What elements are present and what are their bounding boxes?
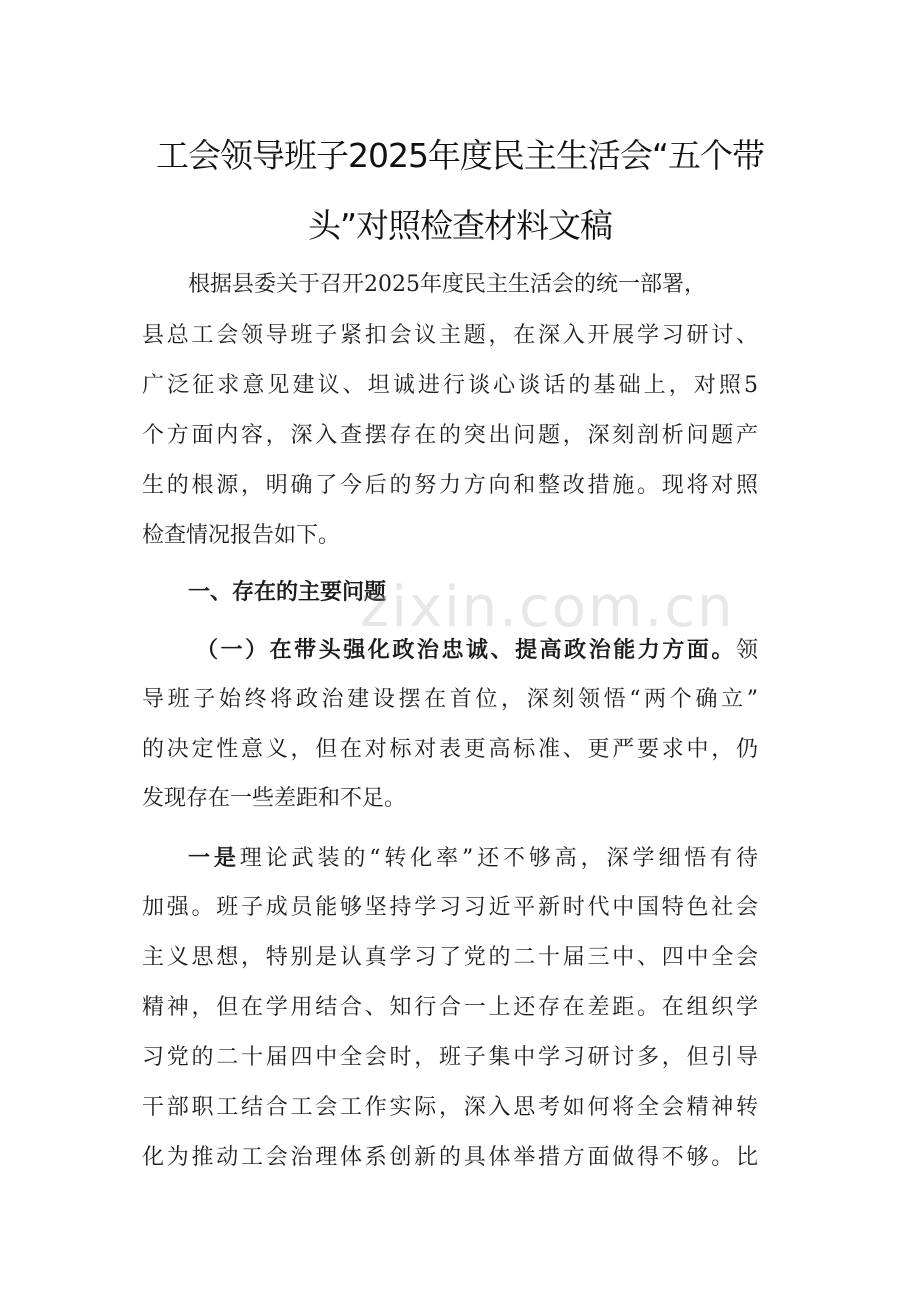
section-heading: 一、存在的主要问题: [188, 579, 387, 605]
paragraph-1-line: 县总工会领导班子紧扣会议主题，在深入开展学习研讨、: [142, 323, 758, 348]
paragraph-1-line: 个方面内容，深入查摆存在的突出问题，深刻剖析问题产: [142, 423, 758, 448]
document-title-line-1: 工会领导班子2025年度民主生活会“五个带: [155, 136, 765, 175]
paragraph-3-line: 习党的二十届四中全会时，班子集中学习研讨多，但引导: [142, 1045, 758, 1070]
paragraph-3-line: 精神，但在学用结合、知行合一上还存在差距。在组织学: [142, 995, 758, 1020]
paragraph-3-lead-line: [188, 843, 758, 874]
paragraph-2-lead-line: [196, 635, 758, 666]
paragraph-2-line: 的决定性意义，但在对标对表更高标准、更严要求中，仍: [142, 737, 758, 762]
paragraph-3-line: 主义思想，特别是认真学习了党的二十届三中、四中全会: [142, 945, 758, 970]
paragraph-2-line: 导班子始终将政治建设摆在首位，深刻领悟“两个确立”: [142, 687, 758, 712]
paragraph-3-line: 干部职工结合工会工作实际，深入思考如何将全会精神转: [142, 1095, 758, 1120]
paragraph-2-lead-rest: 领: [735, 638, 758, 663]
paragraph-2-lead-bold: （一）在带头强化政治忠诚、提高政治能力方面。: [196, 637, 736, 663]
paragraph-3-line: 加强。班子成员能够坚持学习习近平新时代中国特色社会: [142, 895, 758, 920]
document-title-line-2: 头”对照检查材料文稿: [307, 206, 613, 245]
watermark-text: zixin.com.cn: [360, 575, 735, 640]
paragraph-3-lead-bold: 一是: [188, 845, 240, 871]
paragraph-3-line: 化为推动工会治理体系创新的具体举措方面做得不够。比: [142, 1145, 758, 1170]
paragraph-1-line: 检查情况报告如下。: [142, 523, 341, 548]
paragraph-1-line: 生的根源，明确了今后的努力方向和整改措施。现将对照: [142, 473, 758, 498]
paragraph-1-line: 广泛征求意见建议、坦诚进行谈心谈话的基础上，对照5: [142, 373, 758, 398]
paragraph-1-line: 根据县委关于召开2025年度民主生活会的统一部署，: [188, 272, 706, 297]
paragraph-3-lead-rest: 理论武装的“转化率”还不够高，深学细悟有待: [239, 846, 758, 871]
paragraph-2-line: 发现存在一些差距和不足。: [142, 786, 407, 811]
